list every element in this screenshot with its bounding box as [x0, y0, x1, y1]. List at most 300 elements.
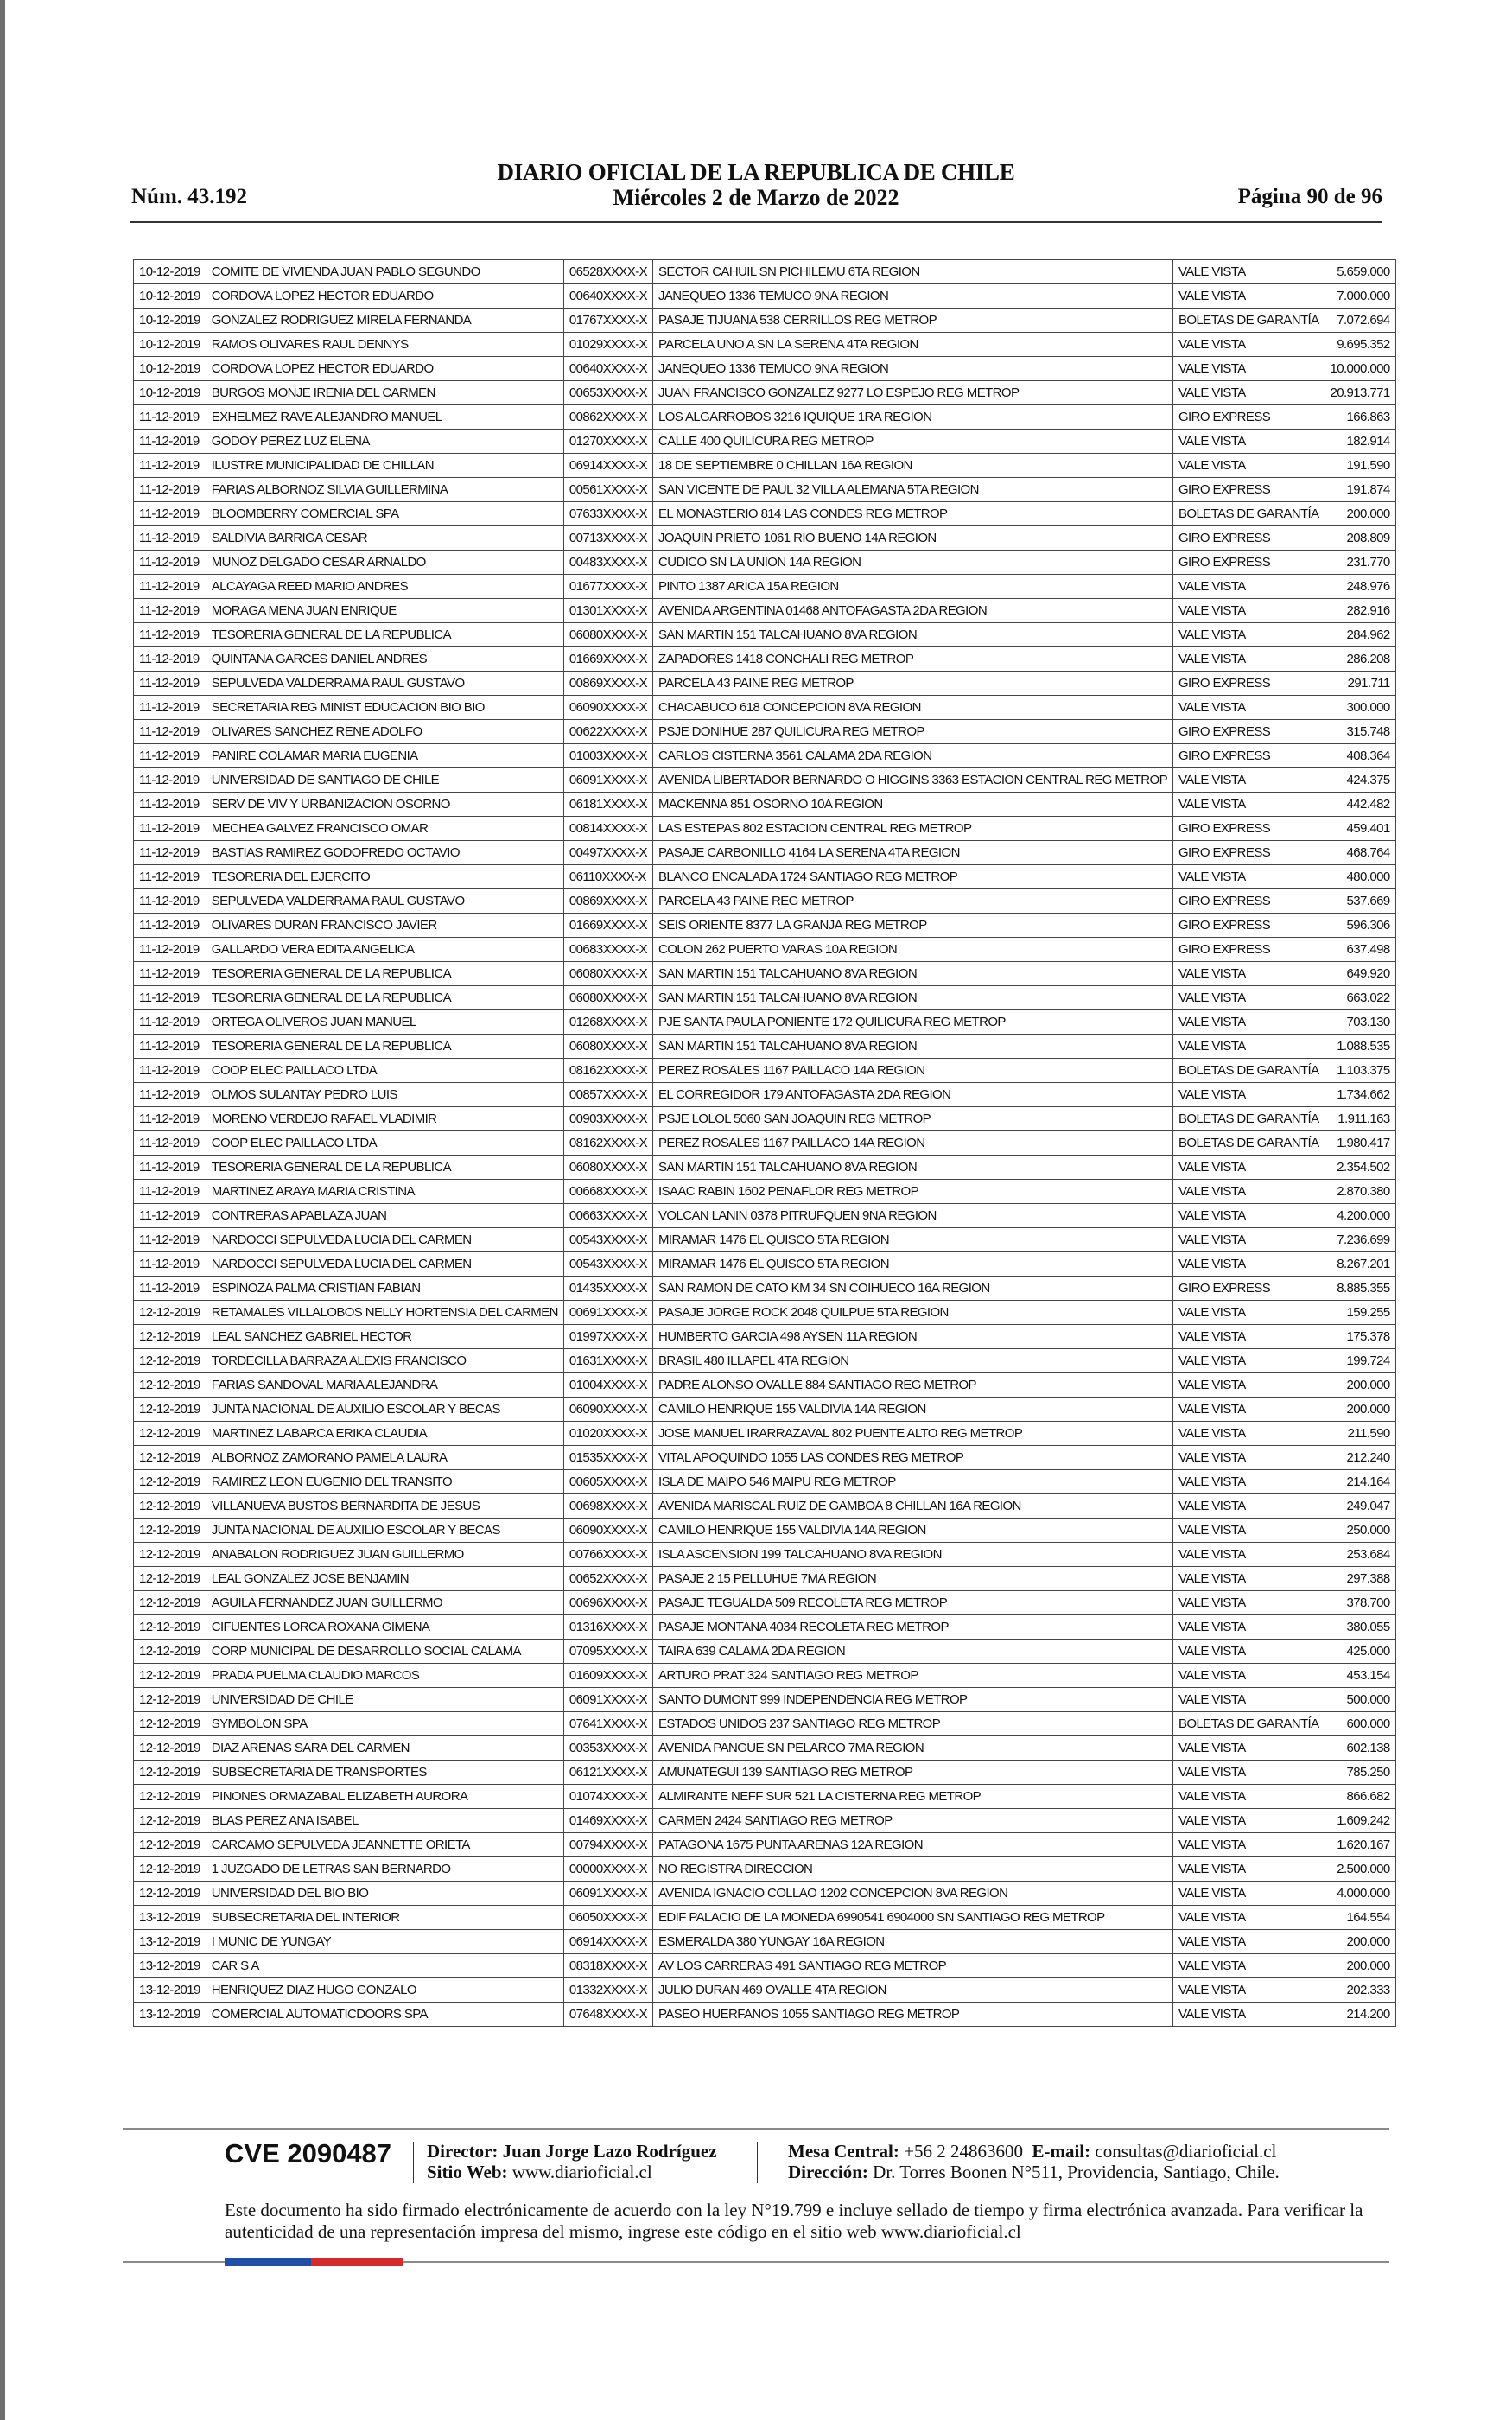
cell-type: BOLETAS DE GARANTÍA — [1172, 1712, 1325, 1736]
table-row — [134, 1325, 1396, 1349]
cell-date: 12-12-2019 — [134, 1446, 206, 1470]
cell-rut: 06528XXXX-X — [563, 260, 652, 284]
table-row — [134, 357, 1396, 381]
cell-type: VALE VISTA — [1172, 1204, 1325, 1228]
cell-name: I MUNIC DE YUNGAY — [206, 1930, 563, 1954]
cell-rut: 01003XXXX-X — [563, 744, 652, 768]
cell-type: VALE VISTA — [1172, 793, 1325, 817]
cell-name: NARDOCCI SEPULVEDA LUCIA DEL CARMEN — [206, 1252, 563, 1277]
cell-type: GIRO EXPRESS — [1172, 744, 1325, 768]
cell-address: JANEQUEO 1336 TEMUCO 9NA REGION — [653, 284, 1173, 309]
cell-amount: 1.103.375 — [1325, 1059, 1395, 1083]
cell-rut: 00691XXXX-X — [563, 1301, 652, 1325]
cell-type: BOLETAS DE GARANTÍA — [1172, 309, 1325, 333]
cell-amount: 442.482 — [1325, 793, 1395, 817]
table-row — [134, 430, 1396, 454]
table-row — [134, 889, 1396, 914]
cell-address: CHACABUCO 618 CONCEPCION 8VA REGION — [653, 696, 1173, 720]
cell-address: EL CORREGIDOR 179 ANTOFAGASTA 2DA REGION — [653, 1083, 1173, 1107]
cell-date: 11-12-2019 — [134, 672, 206, 696]
cell-rut: 07641XXXX-X — [563, 1712, 652, 1736]
cell-rut: 00869XXXX-X — [563, 672, 652, 696]
table-row — [134, 478, 1396, 502]
cell-address: ESTADOS UNIDOS 237 SANTIAGO REG METROP — [653, 1712, 1173, 1736]
cell-name: JUNTA NACIONAL DE AUXILIO ESCOLAR Y BECAS — [206, 1519, 563, 1543]
cell-type: VALE VISTA — [1172, 1470, 1325, 1494]
cell-rut: 01004XXXX-X — [563, 1373, 652, 1398]
cell-address: LOS ALGARROBOS 3216 IQUIQUE 1RA REGION — [653, 405, 1173, 430]
cell-rut: 01332XXXX-X — [563, 1978, 652, 2003]
cell-address: ARTURO PRAT 324 SANTIAGO REG METROP — [653, 1664, 1173, 1688]
cell-date: 11-12-2019 — [134, 1131, 206, 1156]
table-row — [134, 502, 1396, 526]
cell-amount: 649.920 — [1325, 962, 1395, 986]
table-row — [134, 962, 1396, 986]
cell-address: CALLE 400 QUILICURA REG METROP — [653, 430, 1173, 454]
cell-rut: 00652XXXX-X — [563, 1567, 652, 1591]
cell-amount: 284.962 — [1325, 623, 1395, 647]
table-row — [134, 1640, 1396, 1664]
records-table — [133, 259, 1396, 2027]
cell-amount: 2.870.380 — [1325, 1180, 1395, 1204]
cell-amount: 286.208 — [1325, 647, 1395, 672]
cell-date: 12-12-2019 — [134, 1736, 206, 1761]
cell-rut: 00000XXXX-X — [563, 1857, 652, 1882]
cell-amount: 5.659.000 — [1325, 260, 1395, 284]
cell-rut: 06914XXXX-X — [563, 454, 652, 478]
cell-rut: 01316XXXX-X — [563, 1615, 652, 1640]
cell-date: 12-12-2019 — [134, 1373, 206, 1398]
cell-name: AGUILA FERNANDEZ JUAN GUILLERMO — [206, 1591, 563, 1615]
cell-amount: 202.333 — [1325, 1978, 1395, 2003]
cell-name: SUBSECRETARIA DE TRANSPORTES — [206, 1761, 563, 1785]
cell-address: PASAJE MONTANA 4034 RECOLETA REG METROP — [653, 1615, 1173, 1640]
cell-address: AVENIDA ARGENTINA 01468 ANTOFAGASTA 2DA REGION — [653, 599, 1173, 623]
cell-name: GODOY PEREZ LUZ ELENA — [206, 430, 563, 454]
cell-date: 11-12-2019 — [134, 696, 206, 720]
email-link[interactable]: consultas@diarioficial.cl — [1095, 2141, 1277, 2162]
cell-amount: 282.916 — [1325, 599, 1395, 623]
table-row — [134, 841, 1396, 865]
cell-type: VALE VISTA — [1172, 1906, 1325, 1930]
cell-type: VALE VISTA — [1172, 1301, 1325, 1325]
cell-address: CAMILO HENRIQUE 155 VALDIVIA 14A REGION — [653, 1519, 1173, 1543]
table-row — [134, 1712, 1396, 1736]
cell-address: MIRAMAR 1476 EL QUISCO 5TA REGION — [653, 1228, 1173, 1252]
cell-rut: 00543XXXX-X — [563, 1252, 652, 1277]
cell-address: LAS ESTEPAS 802 ESTACION CENTRAL REG METROP — [653, 817, 1173, 841]
cell-type: GIRO EXPRESS — [1172, 551, 1325, 575]
cell-type: BOLETAS DE GARANTÍA — [1172, 1131, 1325, 1156]
table-row — [134, 1446, 1396, 1470]
cell-type: GIRO EXPRESS — [1172, 817, 1325, 841]
cell-date: 10-12-2019 — [134, 284, 206, 309]
cell-rut: 00543XXXX-X — [563, 1228, 652, 1252]
cell-rut: 01669XXXX-X — [563, 914, 652, 938]
table-row — [134, 260, 1396, 284]
cell-type: VALE VISTA — [1172, 1349, 1325, 1373]
cell-name: LEAL GONZALEZ JOSE BENJAMIN — [206, 1567, 563, 1591]
cell-amount: 453.154 — [1325, 1664, 1395, 1688]
cell-name: PRADA PUELMA CLAUDIO MARCOS — [206, 1664, 563, 1688]
cell-name: CORP MUNICIPAL DE DESARROLLO SOCIAL CALAMA — [206, 1640, 563, 1664]
cell-address: AVENIDA IGNACIO COLLAO 1202 CONCEPCION 8VA REGION — [653, 1882, 1173, 1906]
cell-date: 12-12-2019 — [134, 1325, 206, 1349]
cell-address: AV LOS CARRERAS 491 SANTIAGO REG METROP — [653, 1954, 1173, 1978]
cell-address: PEREZ ROSALES 1167 PAILLACO 14A REGION — [653, 1131, 1173, 1156]
cell-name: CONTRERAS APABLAZA JUAN — [206, 1204, 563, 1228]
cell-type: BOLETAS DE GARANTÍA — [1172, 1059, 1325, 1083]
cell-date: 11-12-2019 — [134, 551, 206, 575]
cell-rut: 00862XXXX-X — [563, 405, 652, 430]
cell-address: TAIRA 639 CALAMA 2DA REGION — [653, 1640, 1173, 1664]
cell-type: VALE VISTA — [1172, 1785, 1325, 1809]
cell-rut: 06080XXXX-X — [563, 986, 652, 1010]
cell-name: GONZALEZ RODRIGUEZ MIRELA FERNANDA — [206, 309, 563, 333]
cell-type: BOLETAS DE GARANTÍA — [1172, 502, 1325, 526]
cell-date: 11-12-2019 — [134, 405, 206, 430]
cell-rut: 07648XXXX-X — [563, 2003, 652, 2027]
cell-date: 12-12-2019 — [134, 1543, 206, 1567]
cell-amount: 10.000.000 — [1325, 357, 1395, 381]
table-row — [134, 1494, 1396, 1519]
cell-type: GIRO EXPRESS — [1172, 405, 1325, 430]
cell-date: 11-12-2019 — [134, 744, 206, 768]
table-row — [134, 1664, 1396, 1688]
table-row — [134, 1809, 1396, 1833]
cell-amount: 4.200.000 — [1325, 1204, 1395, 1228]
cell-date: 12-12-2019 — [134, 1422, 206, 1446]
cell-amount: 20.913.771 — [1325, 381, 1395, 405]
cell-rut: 06181XXXX-X — [563, 793, 652, 817]
cell-address: ALMIRANTE NEFF SUR 521 LA CISTERNA REG METROP — [653, 1785, 1173, 1809]
cell-date: 11-12-2019 — [134, 768, 206, 793]
issue-number: Núm. 43.192 — [131, 185, 248, 208]
cell-address: SAN MARTIN 151 TALCAHUANO 8VA REGION — [653, 1035, 1173, 1059]
cell-address: PARCELA 43 PAINE REG METROP — [653, 889, 1173, 914]
cell-rut: 08162XXXX-X — [563, 1131, 652, 1156]
cell-address: CAMILO HENRIQUE 155 VALDIVIA 14A REGION — [653, 1398, 1173, 1422]
cell-date: 12-12-2019 — [134, 1809, 206, 1833]
table-row — [134, 284, 1396, 309]
cell-rut: 01270XXXX-X — [563, 430, 652, 454]
cell-type: VALE VISTA — [1172, 1930, 1325, 1954]
cell-date: 11-12-2019 — [134, 1180, 206, 1204]
cell-name: NARDOCCI SEPULVEDA LUCIA DEL CARMEN — [206, 1228, 563, 1252]
cell-rut: 06110XXXX-X — [563, 865, 652, 889]
cell-type: VALE VISTA — [1172, 357, 1325, 381]
cell-name: MORENO VERDEJO RAFAEL VLADIMIR — [206, 1107, 563, 1131]
cell-type: VALE VISTA — [1172, 696, 1325, 720]
cell-rut: 00766XXXX-X — [563, 1543, 652, 1567]
table-row — [134, 454, 1396, 478]
cell-name: COMERCIAL AUTOMATICDOORS SPA — [206, 2003, 563, 2027]
cell-name: TESORERIA GENERAL DE LA REPUBLICA — [206, 962, 563, 986]
table-row — [134, 672, 1396, 696]
cell-rut: 01997XXXX-X — [563, 1325, 652, 1349]
cell-name: SEPULVEDA VALDERRAMA RAUL GUSTAVO — [206, 889, 563, 914]
cell-name: DIAZ ARENAS SARA DEL CARMEN — [206, 1736, 563, 1761]
cell-date: 12-12-2019 — [134, 1882, 206, 1906]
cell-address: VOLCAN LANIN 0378 PITRUFQUEN 9NA REGION — [653, 1204, 1173, 1228]
cell-amount: 424.375 — [1325, 768, 1395, 793]
cell-rut: 00713XXXX-X — [563, 526, 652, 551]
cell-address: CARMEN 2424 SANTIAGO REG METROP — [653, 1809, 1173, 1833]
table-row — [134, 1519, 1396, 1543]
cell-type: VALE VISTA — [1172, 865, 1325, 889]
cell-amount: 1.980.417 — [1325, 1131, 1395, 1156]
cell-rut: 00640XXXX-X — [563, 284, 652, 309]
cell-date: 12-12-2019 — [134, 1785, 206, 1809]
cell-rut: 07095XXXX-X — [563, 1640, 652, 1664]
cell-rut: 06914XXXX-X — [563, 1930, 652, 1954]
cell-type: VALE VISTA — [1172, 1591, 1325, 1615]
cell-amount: 7.236.699 — [1325, 1228, 1395, 1252]
cell-rut: 00696XXXX-X — [563, 1591, 652, 1615]
cell-address: PARCELA UNO A SN LA SERENA 4TA REGION — [653, 333, 1173, 357]
cell-type: VALE VISTA — [1172, 1035, 1325, 1059]
footer-divider — [757, 2142, 758, 2183]
table-row — [134, 1180, 1396, 1204]
table-row — [134, 1301, 1396, 1325]
cell-amount: 166.863 — [1325, 405, 1395, 430]
footer-rule-top — [123, 2128, 1389, 2130]
table-row — [134, 744, 1396, 768]
cell-name: OLIVARES DURAN FRANCISCO JAVIER — [206, 914, 563, 938]
cell-type: VALE VISTA — [1172, 1494, 1325, 1519]
cell-type: VALE VISTA — [1172, 381, 1325, 405]
cell-type: VALE VISTA — [1172, 2003, 1325, 2027]
cell-date: 12-12-2019 — [134, 1519, 206, 1543]
cell-type: VALE VISTA — [1172, 1543, 1325, 1567]
cell-address: SAN RAMON DE CATO KM 34 SN COIHUECO 16A REGION — [653, 1277, 1173, 1301]
cell-type: VALE VISTA — [1172, 1640, 1325, 1664]
cell-amount: 164.554 — [1325, 1906, 1395, 1930]
cell-address: BRASIL 480 ILLAPEL 4TA REGION — [653, 1349, 1173, 1373]
cell-date: 12-12-2019 — [134, 1664, 206, 1688]
cell-rut: 00668XXXX-X — [563, 1180, 652, 1204]
cell-amount: 200.000 — [1325, 1373, 1395, 1398]
cell-name: SUBSECRETARIA DEL INTERIOR — [206, 1906, 563, 1930]
cve-code: CVE 2090487 — [225, 2138, 392, 2168]
cell-amount: 468.764 — [1325, 841, 1395, 865]
cell-date: 11-12-2019 — [134, 938, 206, 962]
cell-amount: 866.682 — [1325, 1785, 1395, 1809]
cell-name: ORTEGA OLIVEROS JUAN MANUEL — [206, 1010, 563, 1035]
cell-address: EDIF PALACIO DE LA MONEDA 6990541 6904000 SN SANTIAGO REG METROP — [653, 1906, 1173, 1930]
cell-type: VALE VISTA — [1172, 1882, 1325, 1906]
cell-date: 11-12-2019 — [134, 986, 206, 1010]
cell-rut: 00497XXXX-X — [563, 841, 652, 865]
cell-date: 11-12-2019 — [134, 1252, 206, 1277]
cell-type: VALE VISTA — [1172, 454, 1325, 478]
cell-amount: 291.711 — [1325, 672, 1395, 696]
cell-name: FARIAS SANDOVAL MARIA ALEJANDRA — [206, 1373, 563, 1398]
cell-address: SAN VICENTE DE PAUL 32 VILLA ALEMANA 5TA REGION — [653, 478, 1173, 502]
address-value: Dr. Torres Boonen N°511, Providencia, Santiago, Chile. — [873, 2162, 1280, 2182]
cell-date: 13-12-2019 — [134, 1930, 206, 1954]
cell-type: GIRO EXPRESS — [1172, 526, 1325, 551]
cell-rut: 06050XXXX-X — [563, 1906, 652, 1930]
cell-type: VALE VISTA — [1172, 1446, 1325, 1470]
table-row — [134, 1930, 1396, 1954]
cell-rut: 00857XXXX-X — [563, 1083, 652, 1107]
cell-amount: 785.250 — [1325, 1761, 1395, 1785]
cell-type: VALE VISTA — [1172, 1736, 1325, 1761]
cell-rut: 07633XXXX-X — [563, 502, 652, 526]
table-row — [134, 1736, 1396, 1761]
cell-date: 11-12-2019 — [134, 889, 206, 914]
table-row — [134, 793, 1396, 817]
cell-date: 11-12-2019 — [134, 599, 206, 623]
cell-amount: 9.695.352 — [1325, 333, 1395, 357]
cell-name: TORDECILLA BARRAZA ALEXIS FRANCISCO — [206, 1349, 563, 1373]
table-row — [134, 381, 1396, 405]
cell-rut: 01669XXXX-X — [563, 647, 652, 672]
cell-address: PASAJE TIJUANA 538 CERRILLOS REG METROP — [653, 309, 1173, 333]
cell-amount: 199.724 — [1325, 1349, 1395, 1373]
cell-address: ISAAC RABIN 1602 PENAFLOR REG METROP — [653, 1180, 1173, 1204]
table-row — [134, 1906, 1396, 1930]
table-row — [134, 1422, 1396, 1446]
table-row — [134, 1252, 1396, 1277]
cell-date: 10-12-2019 — [134, 357, 206, 381]
cell-amount: 459.401 — [1325, 817, 1395, 841]
cell-name: BASTIAS RAMIREZ GODOFREDO OCTAVIO — [206, 841, 563, 865]
cell-name: SALDIVIA BARRIGA CESAR — [206, 526, 563, 551]
table-row — [134, 914, 1396, 938]
cell-name: COOP ELEC PAILLACO LTDA — [206, 1131, 563, 1156]
table-row — [134, 551, 1396, 575]
cell-address: COLON 262 PUERTO VARAS 10A REGION — [653, 938, 1173, 962]
table-row — [134, 986, 1396, 1010]
cell-amount: 191.874 — [1325, 478, 1395, 502]
cell-address: JUAN FRANCISCO GONZALEZ 9277 LO ESPEJO REG METROP — [653, 381, 1173, 405]
cell-address: JOSE MANUEL IRARRAZAVAL 802 PUENTE ALTO REG METROP — [653, 1422, 1173, 1446]
cell-address: CUDICO SN LA UNION 14A REGION — [653, 551, 1173, 575]
cell-rut: 08318XXXX-X — [563, 1954, 652, 1978]
cell-type: VALE VISTA — [1172, 1664, 1325, 1688]
cell-type: GIRO EXPRESS — [1172, 672, 1325, 696]
cell-date: 11-12-2019 — [134, 793, 206, 817]
cell-date: 11-12-2019 — [134, 454, 206, 478]
cell-date: 12-12-2019 — [134, 1615, 206, 1640]
cell-address: ISLA ASCENSION 199 TALCAHUANO 8VA REGION — [653, 1543, 1173, 1567]
cell-amount: 214.200 — [1325, 2003, 1395, 2027]
cell-date: 12-12-2019 — [134, 1301, 206, 1325]
cell-rut: 01469XXXX-X — [563, 1809, 652, 1833]
cell-address: PADRE ALONSO OVALLE 884 SANTIAGO REG METROP — [653, 1373, 1173, 1398]
table-row — [134, 865, 1396, 889]
cell-type: GIRO EXPRESS — [1172, 938, 1325, 962]
cell-date: 13-12-2019 — [134, 1954, 206, 1978]
cell-rut: 00640XXXX-X — [563, 357, 652, 381]
cell-amount: 1.620.167 — [1325, 1833, 1395, 1857]
cell-type: VALE VISTA — [1172, 1519, 1325, 1543]
cell-date: 11-12-2019 — [134, 1204, 206, 1228]
cell-address: AVENIDA MARISCAL RUIZ DE GAMBOA 8 CHILLAN 16A REGION — [653, 1494, 1173, 1519]
cell-amount: 500.000 — [1325, 1688, 1395, 1712]
cell-name: CIFUENTES LORCA ROXANA GIMENA — [206, 1615, 563, 1640]
cell-type: VALE VISTA — [1172, 430, 1325, 454]
cell-type: VALE VISTA — [1172, 1010, 1325, 1035]
table-row — [134, 2003, 1396, 2027]
cell-type: VALE VISTA — [1172, 1688, 1325, 1712]
cell-name: COOP ELEC PAILLACO LTDA — [206, 1059, 563, 1083]
cell-name: SERV DE VIV Y URBANIZACION OSORNO — [206, 793, 563, 817]
cell-type: VALE VISTA — [1172, 1422, 1325, 1446]
table-row — [134, 647, 1396, 672]
cell-amount: 200.000 — [1325, 1954, 1395, 1978]
cell-date: 10-12-2019 — [134, 381, 206, 405]
publication-title: DIARIO OFICIAL DE LA REPUBLICA DE CHILE — [497, 159, 1015, 185]
table-row — [134, 1615, 1396, 1640]
cell-name: TESORERIA GENERAL DE LA REPUBLICA — [206, 623, 563, 647]
table-row — [134, 1785, 1396, 1809]
cell-date: 11-12-2019 — [134, 478, 206, 502]
table-row — [134, 599, 1396, 623]
cell-address: JANEQUEO 1336 TEMUCO 9NA REGION — [653, 357, 1173, 381]
cell-amount: 703.130 — [1325, 1010, 1395, 1035]
cell-rut: 00605XXXX-X — [563, 1470, 652, 1494]
cell-rut: 01020XXXX-X — [563, 1422, 652, 1446]
cell-amount: 663.022 — [1325, 986, 1395, 1010]
cell-date: 11-12-2019 — [134, 1107, 206, 1131]
cell-address: AVENIDA PANGUE SN PELARCO 7MA REGION — [653, 1736, 1173, 1761]
cell-type: VALE VISTA — [1172, 768, 1325, 793]
scan-edge — [0, 0, 5, 2420]
table-row — [134, 1349, 1396, 1373]
issue-date: Miércoles 2 de Marzo de 2022 — [613, 185, 899, 210]
cell-address: CARLOS CISTERNA 3561 CALAMA 2DA REGION — [653, 744, 1173, 768]
cell-name: COMITE DE VIVIENDA JUAN PABLO SEGUNDO — [206, 260, 563, 284]
cell-type: VALE VISTA — [1172, 1228, 1325, 1252]
cell-date: 12-12-2019 — [134, 1494, 206, 1519]
flag-stripe-red — [311, 2258, 403, 2266]
cell-date: 10-12-2019 — [134, 260, 206, 284]
cell-type: BOLETAS DE GARANTÍA — [1172, 1107, 1325, 1131]
cell-type: GIRO EXPRESS — [1172, 720, 1325, 744]
cell-date: 13-12-2019 — [134, 2003, 206, 2027]
cell-type: VALE VISTA — [1172, 986, 1325, 1010]
cell-address: AMUNATEGUI 139 SANTIAGO REG METROP — [653, 1761, 1173, 1785]
cell-date: 13-12-2019 — [134, 1906, 206, 1930]
cell-amount: 7.072.694 — [1325, 309, 1395, 333]
cell-date: 12-12-2019 — [134, 1470, 206, 1494]
cell-amount: 297.388 — [1325, 1567, 1395, 1591]
cell-amount: 1.734.662 — [1325, 1083, 1395, 1107]
cell-type: VALE VISTA — [1172, 333, 1325, 357]
cell-address: PATAGONA 1675 PUNTA ARENAS 12A REGION — [653, 1833, 1173, 1857]
cell-name: TESORERIA GENERAL DE LA REPUBLICA — [206, 1156, 563, 1180]
cell-rut: 01301XXXX-X — [563, 599, 652, 623]
cell-amount: 214.164 — [1325, 1470, 1395, 1494]
site-link[interactable]: www.diarioficial.cl — [511, 2162, 652, 2182]
cell-amount: 480.000 — [1325, 865, 1395, 889]
cell-name: MARTINEZ ARAYA MARIA CRISTINA — [206, 1180, 563, 1204]
mesa-phone: +56 2 24863600 — [904, 2141, 1023, 2162]
cell-date: 12-12-2019 — [134, 1591, 206, 1615]
table-row — [134, 768, 1396, 793]
cell-date: 12-12-2019 — [134, 1640, 206, 1664]
cell-name: SEPULVEDA VALDERRAMA RAUL GUSTAVO — [206, 672, 563, 696]
cell-amount: 315.748 — [1325, 720, 1395, 744]
cell-name: MECHEA GALVEZ FRANCISCO OMAR — [206, 817, 563, 841]
cell-type: VALE VISTA — [1172, 1857, 1325, 1882]
cell-name: CAR S A — [206, 1954, 563, 1978]
cell-type: GIRO EXPRESS — [1172, 914, 1325, 938]
cell-name: LEAL SANCHEZ GABRIEL HECTOR — [206, 1325, 563, 1349]
